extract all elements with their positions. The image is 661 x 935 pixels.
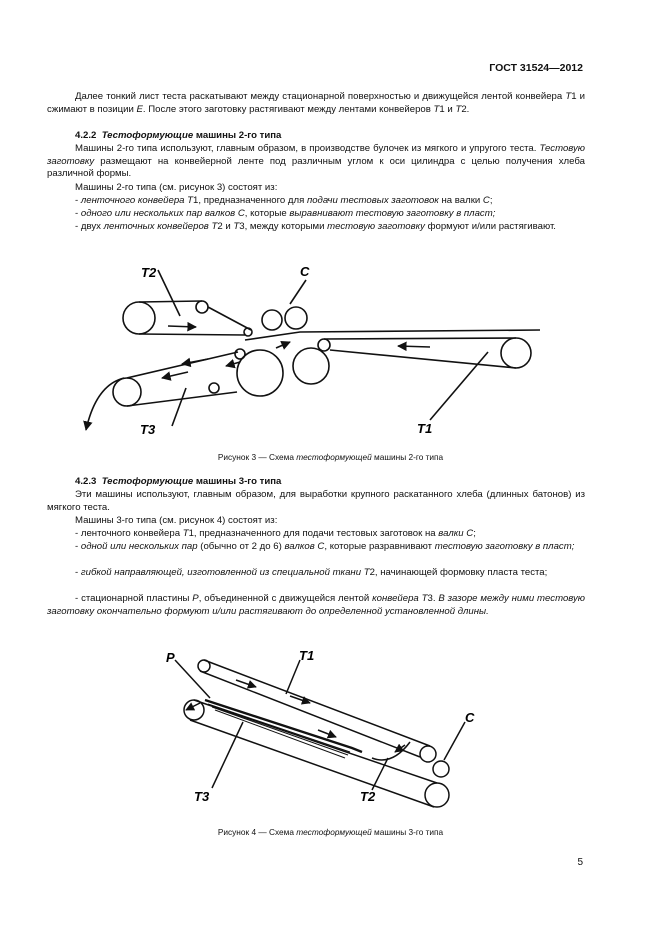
label-t2: T2 bbox=[360, 789, 376, 804]
paragraph-type3-consists: Машины 3-го типа (см. рисунок 4) состоят из: bbox=[75, 515, 278, 526]
label-c: C bbox=[465, 710, 475, 725]
list-item-t3-flexible-guide: - гибкой направляющей, изготовленной из специальной ткани Т2, начинающей формовку пласта теста; bbox=[75, 567, 548, 578]
label-t3: T3 bbox=[194, 789, 210, 804]
figure-4-caption: Рисунок 4 — Схема тестоформующей машины 3-го типа bbox=[217, 827, 444, 837]
list-item-t3-plate: - стационарной пластины Р, объединенной с движущейся лентой конвейера Т3. В зазоре между ними тестовую заготовку окончательно формуют и/или растягивают до определенной установленной длины. bbox=[47, 593, 585, 617]
list-item-t3-rollers: - одной или нескольких пар (обычно от 2 до 6) валков С, которые разравнивают тестовую заготовку в пласт; bbox=[75, 541, 575, 552]
label-c: С bbox=[300, 264, 310, 279]
label-p: P bbox=[166, 650, 175, 665]
paragraph-intro: Далее тонкий лист теста раскатывают между стационарной поверхностью и движущейся лентой конвейера Т1 и сжимают в позиции E. После этого заготовку растягивают между лентами конвейеров Т1 и Т2. bbox=[47, 91, 585, 115]
label-t1: T1 bbox=[299, 648, 315, 663]
list-item-conveyors-t2-t3: - двух ленточных конвейеров Т2 и Т3, между которыми тестовую заготовку формуют и/или растягивают. bbox=[75, 221, 556, 232]
label-t2: Т2 bbox=[141, 265, 157, 280]
figure-4-diagram bbox=[0, 640, 661, 820]
paragraph-type2-consists: Машины 2-го типа (см. рисунок 3) состоят из: bbox=[75, 182, 278, 193]
paragraph-type3-usage: Эти машины используют, главным образом, для выработки крупного раскатанного хлеба (длинных батонов) из мягкого теста. bbox=[47, 489, 585, 513]
paragraph-type2-usage: Машины 2-го типа используют, главным образом, в производстве булочек из мягкого и упругого теста. Тестовую заготовку размещают на конвейерной ленте под различным углом к оси цилиндра с целью получения хлеба различной формы. bbox=[47, 143, 585, 180]
label-t1: Т1 bbox=[417, 421, 433, 436]
page-number: 5 bbox=[577, 857, 583, 868]
list-item-rollers-c: - одного или нескольких пар валков С, которые выравнивают тестовую заготовку в пласт; bbox=[75, 208, 496, 219]
document-header: ГОСТ 31524—2012 bbox=[489, 62, 583, 74]
section-heading-4-2-3: 4.2.3 Тестоформующие машины 3-го типа bbox=[75, 476, 282, 487]
list-item-conveyor-t1: - ленточного конвейера Т1, предназначенного для подачи тестовых заготовок на валки С; bbox=[75, 195, 493, 206]
list-item-t3-conveyor-t1: - ленточного конвейера Т1, предназначенного для подачи тестовых заготовок на валки С; bbox=[75, 528, 476, 539]
figure-3-diagram bbox=[0, 258, 661, 448]
label-t3: Т3 bbox=[140, 422, 156, 437]
section-heading-4-2-2: 4.2.2 Тестоформующие машины 2-го типа bbox=[75, 130, 282, 141]
figure-3-caption: Рисунок 3 — Схема тестоформующей машины 2-го типа bbox=[217, 452, 444, 462]
